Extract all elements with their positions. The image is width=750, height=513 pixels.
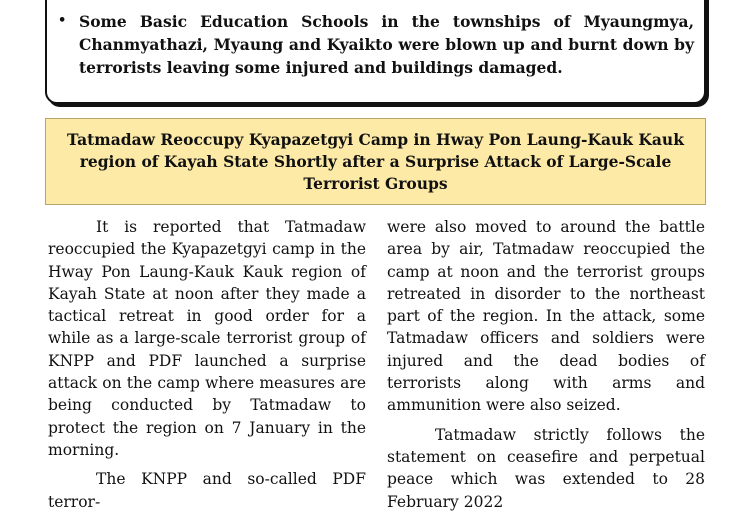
article-column-left [48, 216, 366, 513]
summary-bullet-text: Some Basic Education Schools in the townships of Myaungmya, Chanmyathazi, Myaung and Kyaikto were blown up and burnt down by terrorists leaving some injured and buildings damaged. [79, 12, 694, 77]
paragraph: were also moved to around the battle area by air, Tatmadaw reoccupied the camp at noon and the terrorist groups retreated in disorder to the northeast part of the region. In the attack, some Tatmadaw officers and soldiers were injured and the dead bodies of terrorists along with arms and ammunition were also seized. [387, 218, 705, 415]
paragraph: The KNPP and so-called PDF terror- [48, 470, 366, 511]
paragraph: It is reported that Tatmadaw reoccupied the Kyapazetgyi camp in the Hway Pon Laung-Kauk Kauk region of Kayah State at noon after they made a tactical retreat in good order for a while as a large-scale terrorist group of KNPP and PDF launched a surprise attack on the camp where measures are being conducted by Tatmadaw to protect the region on 7 January in the morning. [48, 218, 366, 459]
bullet-icon: • [58, 13, 67, 28]
article-headline: Tatmadaw Reoccupy Kyapazetgyi Camp in Hway Pon Laung-Kauk Kauk region of Kayah State Shortly after a Surprise Attack of Large-Scale Terrorist Groups [45, 118, 706, 205]
paragraph: Tatmadaw strictly follows the statement on ceasefire and perpetual peace which was extended to 28 February 2022 [387, 425, 705, 511]
article-column-right [387, 216, 705, 513]
